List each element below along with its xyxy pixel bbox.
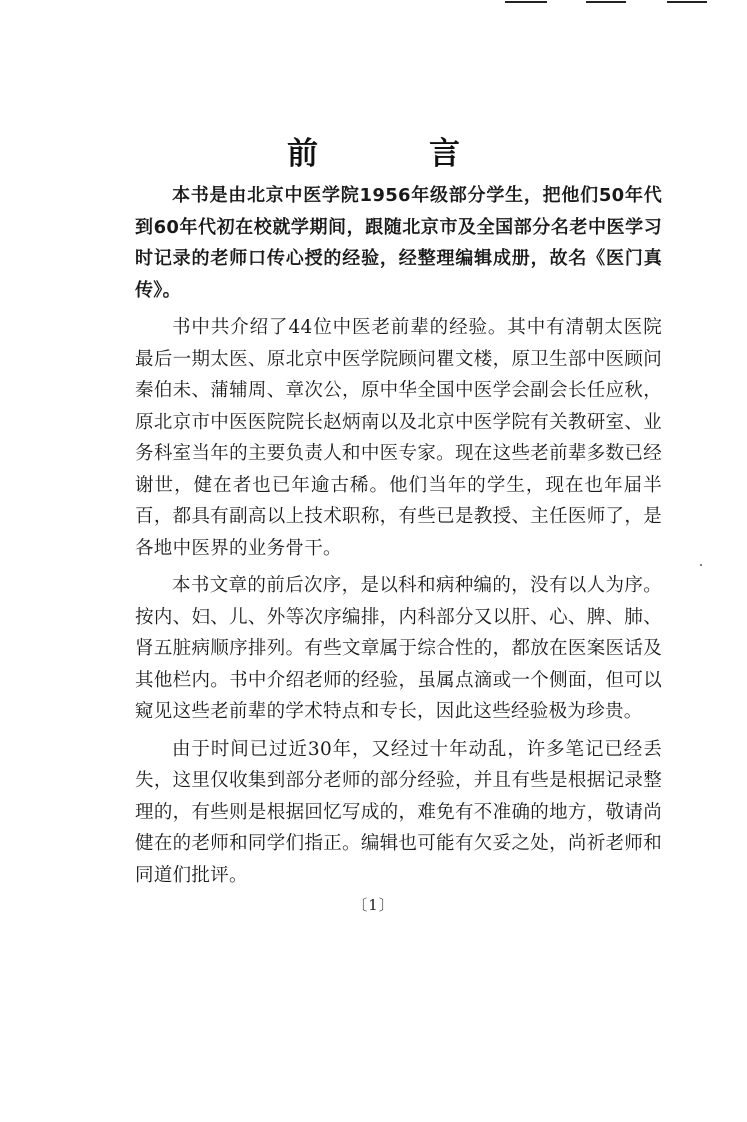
body-text <box>135 180 662 897</box>
page-number: 〔1〕 <box>352 896 395 914</box>
paragraph: 本书是由北京中医学院1956年级部分学生，把他们50年代到60年代初在校就学期间，跟随北京市及全国部分名老中医学习时记录的老师口传心授的经验，经整理编辑成册，故名《医门真传》。 <box>135 185 662 301</box>
paragraph: 书中共介绍了44位中医老前辈的经验。其中有清朝太医院最后一期太医、原北京中医学院顾问瞿文楼，原卫生部中医顾问秦伯未、蒲辅周、章次公，原中华全国中医学会副会长任应秋，原北京市中医医院院长赵炳南以及北京中医学院有关教研室、业务科室当年的主要负责人和中医专家。现在这些老前辈多数已经谢世，健在者也已年逾古稀。他们当年的学生，现在也年届半百，都具有副高以上技术职称，有些已是教授、主任医师了，是各地中医界的业务骨干。 <box>135 317 662 559</box>
header-rule <box>667 1 707 3</box>
header-rule <box>505 1 547 3</box>
paragraph: 本书文章的前后次序，是以科和病种编的，没有以人为序。按内、妇、儿、外等次序编排，内科部分又以肝、心、脾、肺、肾五脏病顺序排列。有些文章属于综合性的，都放在医案医话及其他栏内。书中介绍老师的经验，虽属点滴或一个侧面，但可以窥见这些老前辈的学术特点和专长，因此这些经验极为珍贵。 <box>135 575 662 722</box>
scan-speck <box>700 564 702 566</box>
header-rule <box>586 1 626 3</box>
paragraph: 由于时间已过近30年，又经过十年动乱，许多笔记已经丢失，这里仅收集到部分老师的部分经验，并且有些是根据记录整理的，有些则是根据回忆写成的，难免有不准确的地方，敬请尚健在的老师和同学们指正。编辑也可能有欠妥之处，尚祈老师和同道们批评。 <box>135 738 662 886</box>
page-title: 前 言 <box>287 136 500 172</box>
